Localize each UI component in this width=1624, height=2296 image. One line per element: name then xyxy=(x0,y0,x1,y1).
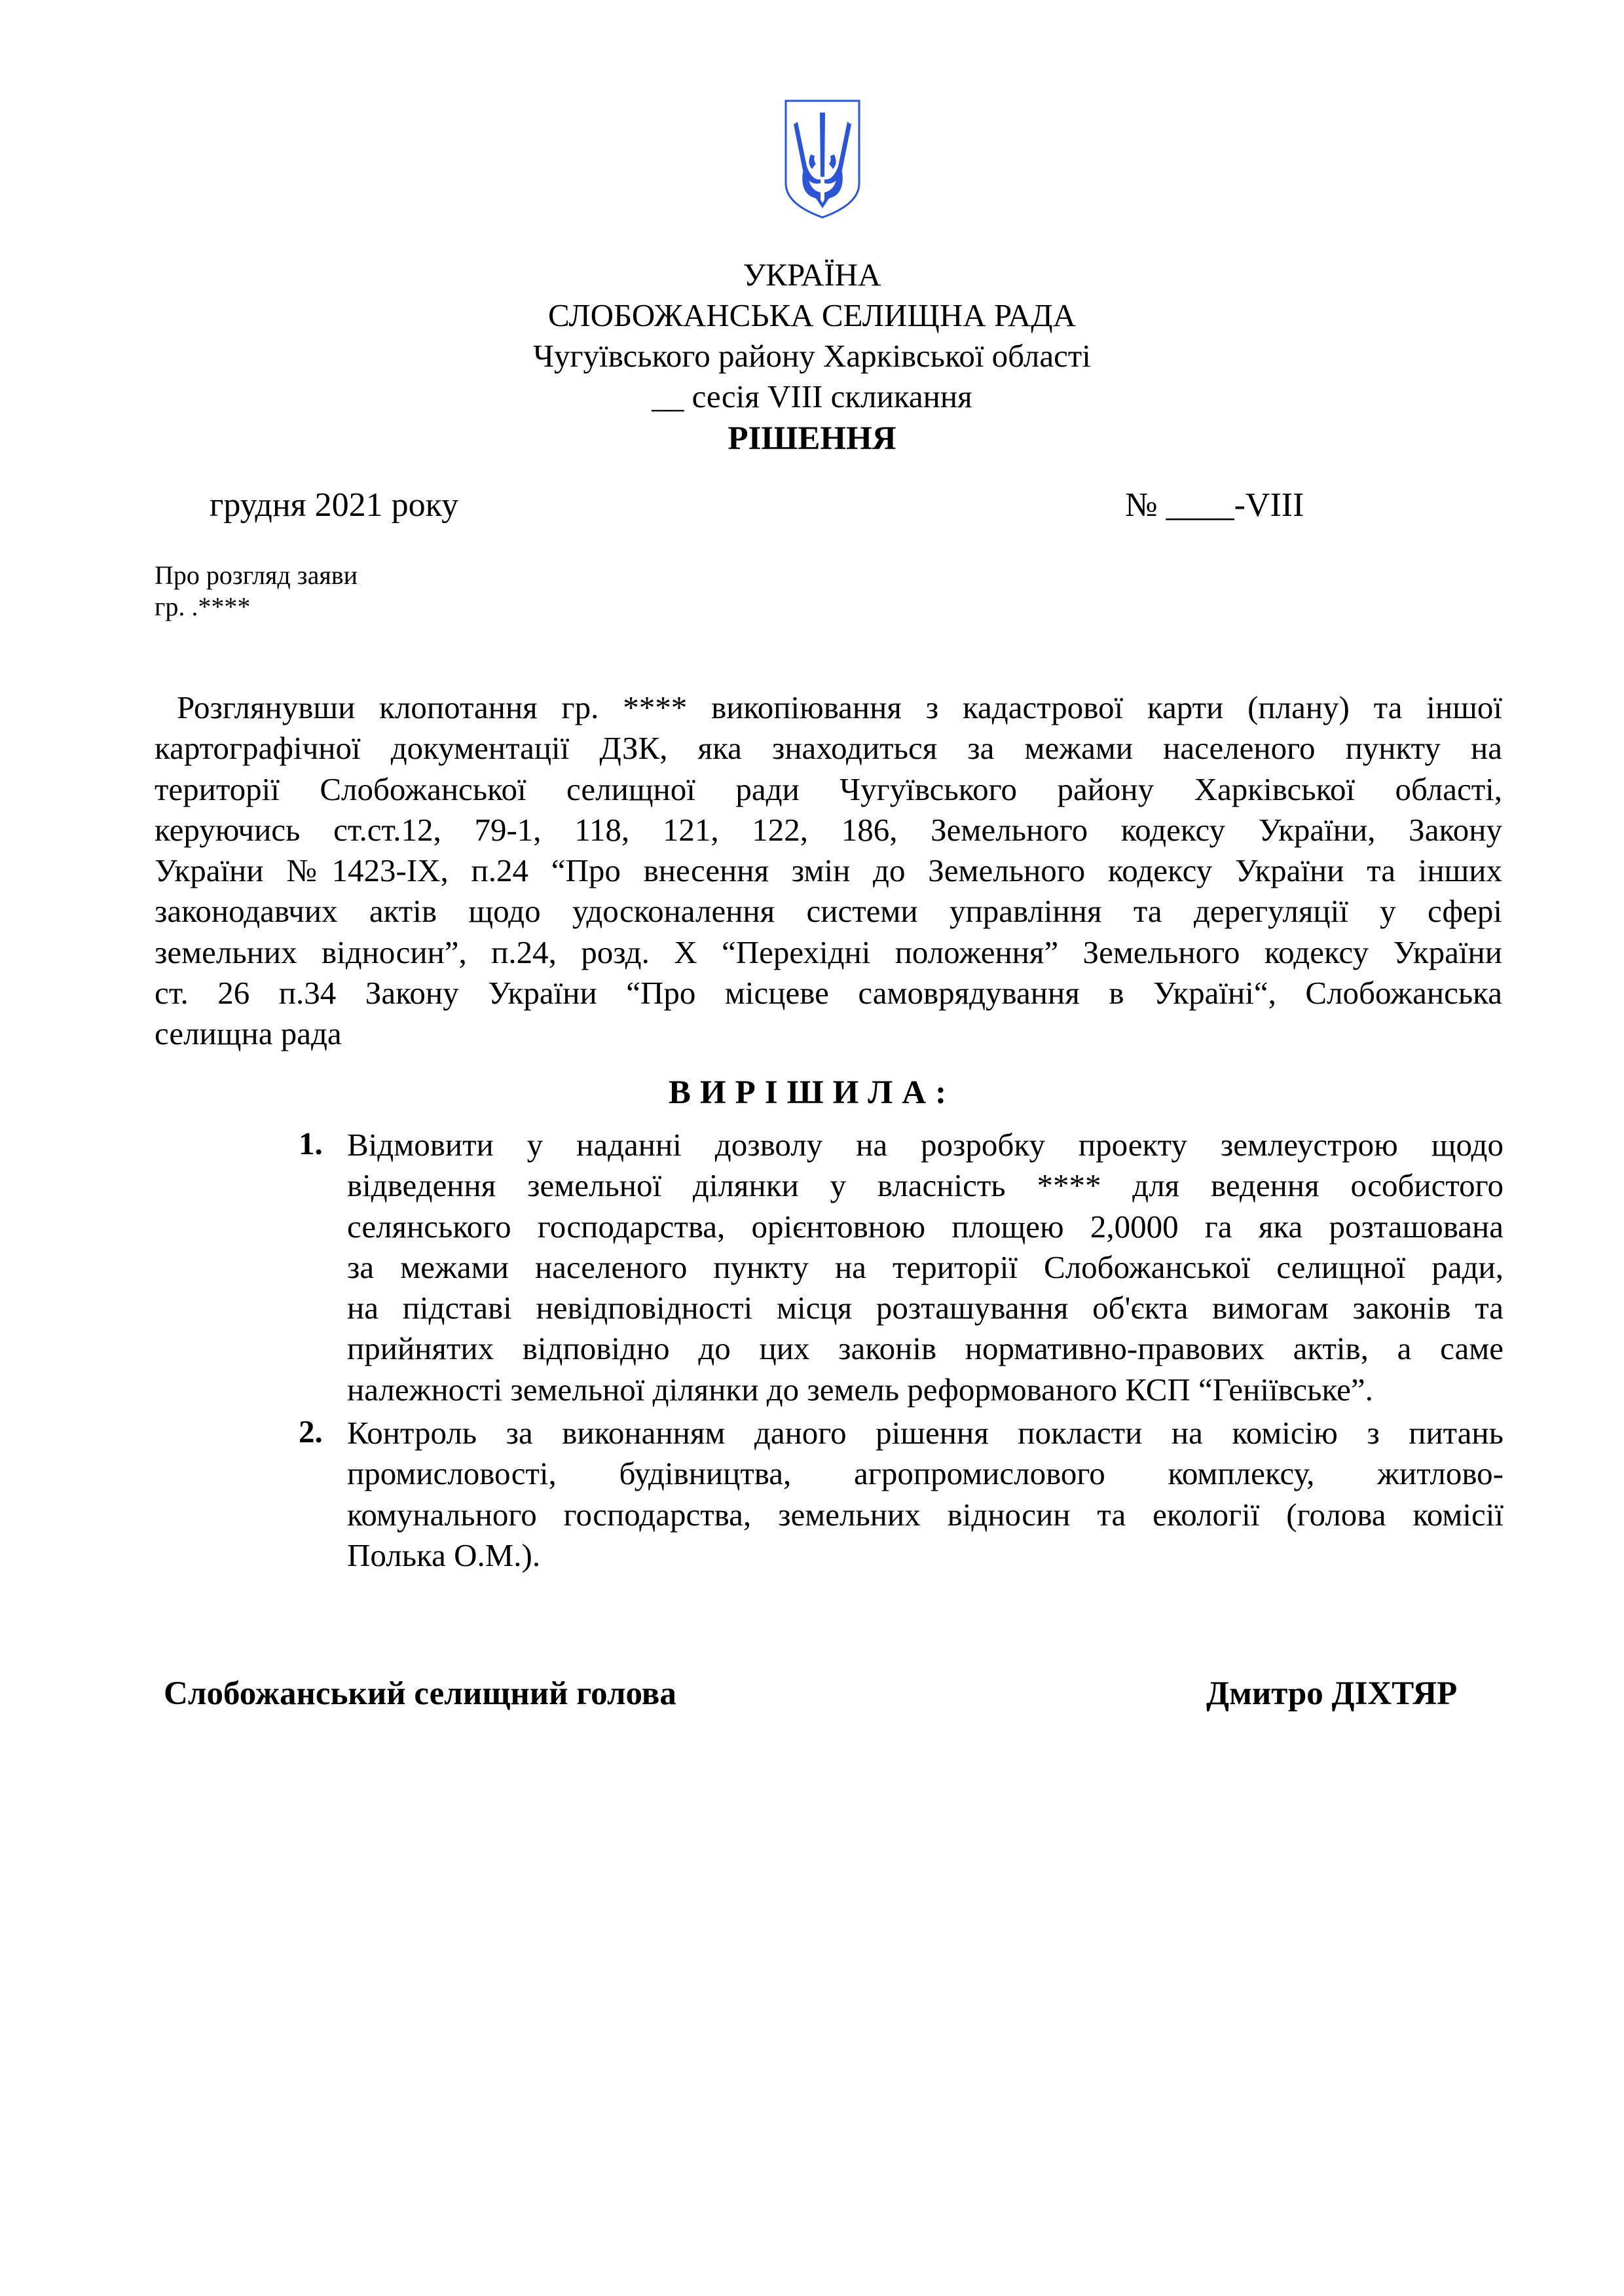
item-line: селянського господарства, орієнтовною площею 2,0000 га яка розташована xyxy=(347,1208,1504,1245)
preamble-paragraph xyxy=(155,687,1502,1055)
preamble-line: земельних відносин”, п.24, розд. X “Перехідні положення” Земельного кодексу України xyxy=(155,934,1502,970)
document-type-title: РІШЕННЯ xyxy=(728,420,896,457)
item-line: Полька О.М.). xyxy=(347,1537,541,1573)
preamble-line: Розглянувши клопотання гр. **** викопіювання з кадастрової карти (плану) та іншої xyxy=(177,689,1502,725)
subject-line-1: Про розгляд заяви xyxy=(155,560,358,590)
preamble-line: селищна рада xyxy=(155,1015,342,1052)
subject-line-2: гр. .**** xyxy=(155,592,251,621)
item-line: Контроль за виконанням даного рішення покласти на комісію з питань xyxy=(347,1415,1504,1451)
signature-name: Дмитро ДІХТЯР xyxy=(1206,1675,1458,1712)
preamble-line: ст. 26 п.34 Закону України “Про місцеве самоврядування в Україні“, Слобожанська xyxy=(155,975,1502,1011)
resolved-heading: ВИРІШИЛА: xyxy=(668,1074,956,1111)
council-title: СЛОБОЖАНСЬКА СЕЛИЩНА РАДА xyxy=(547,297,1077,333)
item-line: відведення земельної ділянки у власність **** для ведення особистого xyxy=(347,1167,1504,1204)
country-title: УКРАЇНА xyxy=(743,257,881,293)
signature-position: Слобожанський селищний голова xyxy=(164,1675,676,1712)
district-line: Чугуївського району Харківської області xyxy=(533,338,1091,374)
item-line: комунального господарства, земельних відносин та екології (голова комісії xyxy=(347,1496,1504,1533)
item-line: Відмовити у наданні дозволу на розробку проекту землеустрою щодо xyxy=(347,1127,1504,1163)
decision-item-2 xyxy=(347,1413,1504,1576)
item-line: промисловості, будівництва, агропромислового комплексу, житлово- xyxy=(347,1455,1504,1492)
item-line: на підставі невідповідності місця розташування об'єкта вимогам законів та xyxy=(347,1290,1504,1326)
decision-item-1 xyxy=(347,1125,1504,1410)
item-line: за межами населеного пункту на території Слобожанської селищної ради, xyxy=(347,1248,1504,1285)
session-line: __ сесія VIII скликання xyxy=(652,378,972,414)
preamble-line: картографічної документації ДЗК, яка знаходиться за межами населеного пункту на xyxy=(155,730,1502,767)
item-line: прийнятих відповідно до цих законів нормативно-правових актів, а саме xyxy=(347,1330,1504,1367)
item-line: належності земельної ділянки до земель реформованого КСП “Геніївське”. xyxy=(347,1371,1373,1408)
decision-number: № ____-VIII xyxy=(1125,486,1304,524)
item-number: 2. xyxy=(299,1413,323,1449)
preamble-line: території Слобожанської селищної ради Чугуївського району Харківської області, xyxy=(155,771,1502,807)
preamble-line: України №1423-IX, п.24 “Про внесення змін до Земельного кодексу України та інших xyxy=(155,852,1502,889)
decision-date: грудня 2021 року xyxy=(210,486,459,524)
item-number: 1. xyxy=(299,1125,323,1161)
preamble-line: керуючись ст.ст.12, 79-1, 118, 121, 122, 186, Земельного кодексу України, Закону xyxy=(155,811,1502,848)
preamble-line: законодавчих актів щодо удосконалення системи управління та дерегуляції у сфері xyxy=(155,893,1502,930)
coat-of-arms-icon xyxy=(783,98,862,220)
